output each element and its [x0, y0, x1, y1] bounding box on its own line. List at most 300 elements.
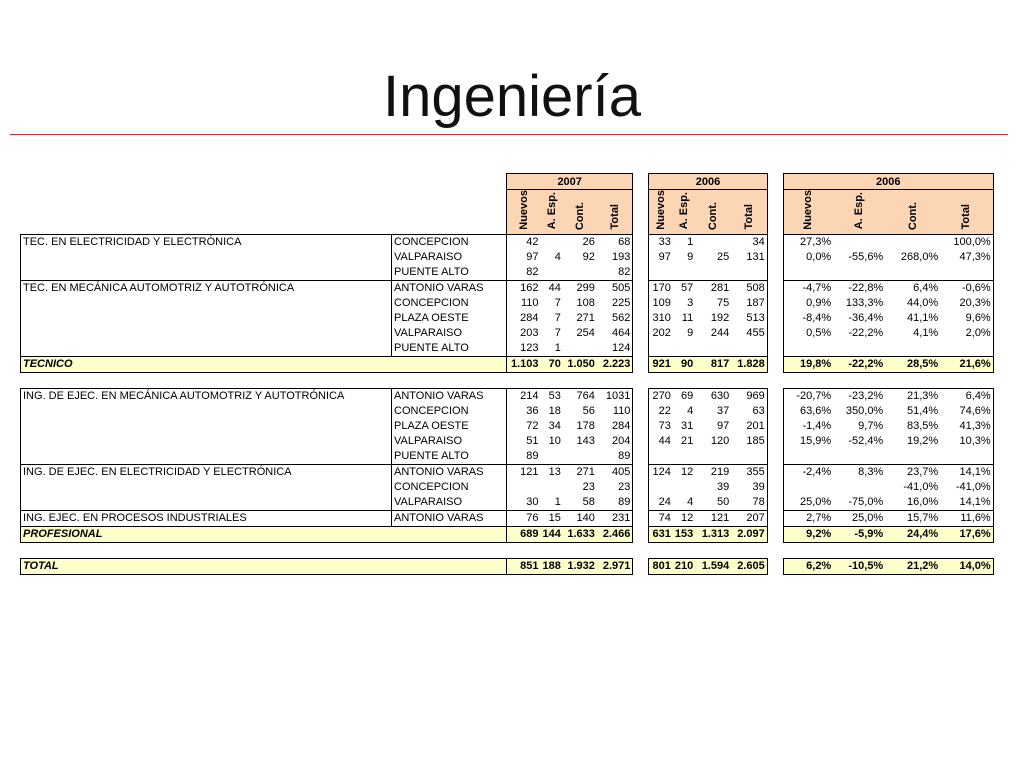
y2007-value: 284	[597, 419, 633, 434]
career-cell: TEC. EN ELECTRICIDAD Y ELECTRÓNICA	[21, 234, 392, 250]
y2007-value: 23	[597, 480, 633, 495]
table-row	[21, 234, 994, 250]
profesional-subtotal-row-value: 1.313	[695, 526, 731, 542]
campus-cell: ANTONIO VARAS	[392, 464, 507, 480]
year-header-variation: 2006	[783, 174, 993, 190]
career-cell	[21, 404, 392, 419]
col-header: Cont.	[906, 201, 919, 230]
page-title: Ingeniería	[383, 64, 641, 129]
var-value: 41,1%	[907, 312, 939, 325]
spacer-cell	[767, 404, 783, 419]
y2007-value: 36	[507, 404, 541, 419]
y2006-value: 31	[680, 420, 694, 433]
table-row	[21, 388, 994, 404]
var-value: -52,4%	[848, 435, 884, 448]
career-cell	[21, 250, 392, 265]
career-cell	[21, 495, 392, 511]
var-value: 350,0%	[845, 405, 884, 418]
y2007-value	[541, 449, 563, 465]
y2006-value	[673, 449, 695, 465]
y2006-value	[649, 449, 673, 465]
tecnico-subtotal-row-value: 28,5%	[885, 356, 940, 372]
y2006-value	[695, 341, 731, 357]
campus-cell: CONCEPCION	[392, 480, 507, 495]
y2007-value: 121	[507, 464, 541, 480]
var-value: -75,0%	[848, 496, 884, 509]
var-value	[885, 234, 940, 250]
y2007-value: 271	[563, 464, 597, 480]
spacer-cell	[633, 449, 649, 465]
spacer-cell	[633, 250, 649, 265]
total-row-value: 1.932	[563, 558, 597, 574]
var-value: 74,6%	[940, 404, 993, 419]
y2007-value: 7	[554, 312, 561, 325]
y2007-value: 162	[507, 280, 541, 296]
profesional-subtotal-row-value: 1.633	[563, 526, 597, 542]
y2007-value: 225	[597, 296, 633, 311]
profesional-subtotal-row-value: 144	[542, 528, 561, 541]
total-row-value: 2.605	[731, 558, 767, 574]
y2007-value: 15	[541, 510, 563, 526]
spacer-cell	[767, 341, 783, 357]
y2006-value	[673, 480, 695, 495]
profesional-subtotal-row	[21, 526, 994, 542]
y2007-value: 42	[507, 234, 541, 250]
y2006-value	[731, 449, 767, 465]
spacer-cell	[767, 510, 783, 526]
tecnico-subtotal-row-value: 1.828	[731, 356, 767, 372]
spacer-cell	[767, 434, 783, 449]
y2007-value: 26	[563, 234, 597, 250]
y2006-value: 57	[673, 280, 695, 296]
y2007-value: 108	[576, 297, 595, 310]
y2007-value: 1	[554, 496, 561, 509]
var-value: 25,0%	[833, 510, 885, 526]
col-header: Cont.	[707, 201, 720, 230]
var-value: 44,0%	[907, 297, 939, 310]
y2006-value: 508	[731, 280, 767, 296]
table-row	[21, 510, 994, 526]
y2007-value: 140	[563, 510, 597, 526]
var-value: 8,3%	[833, 464, 885, 480]
spacer-cell	[633, 419, 649, 434]
y2006-value: 39	[731, 480, 767, 495]
spacer-cell	[633, 234, 649, 250]
spacer-cell	[767, 280, 783, 296]
tecnico-subtotal-row-value: -22,2%	[833, 356, 885, 372]
total-row-value: 210	[674, 560, 694, 573]
year-header-2007: 2007	[507, 174, 633, 190]
var-value	[833, 341, 885, 357]
var-value	[940, 265, 993, 281]
y2006-value: 185	[731, 434, 767, 449]
var-value	[833, 449, 885, 465]
spacer-cell	[21, 372, 994, 388]
y2006-value: 969	[731, 388, 767, 404]
y2007-value: 110	[507, 296, 541, 311]
career-cell: ING. DE EJEC. EN MECÁNICA AUTOMOTRIZ Y AUTOTRÓNICA	[21, 388, 392, 404]
spacer-cell	[767, 558, 783, 574]
profesional-subtotal-row-label: PROFESIONAL	[21, 526, 507, 542]
campus-cell: VALPARAISO	[392, 326, 507, 341]
table-row	[21, 404, 994, 419]
tecnico-subtotal-row	[21, 356, 994, 372]
var-value: 2,0%	[940, 326, 993, 341]
spacer-cell	[767, 464, 783, 480]
y2007-value: 764	[563, 388, 597, 404]
spacer-row	[21, 372, 994, 388]
y2007-value: 13	[541, 464, 563, 480]
var-value: 41,3%	[940, 419, 993, 434]
tecnico-subtotal-row-value: 1.103	[507, 356, 541, 372]
y2006-value: 33	[649, 234, 673, 250]
y2006-value: 34	[731, 234, 767, 250]
table-row	[21, 265, 994, 281]
col-header: A. Esp.	[545, 192, 558, 230]
y2007-value: 110	[597, 404, 633, 419]
col-header: Cont.	[573, 201, 586, 230]
y2007-value: 72	[507, 419, 541, 434]
y2006-value: 244	[710, 327, 730, 340]
career-cell	[21, 341, 392, 357]
total-row-value: 14,0%	[940, 558, 993, 574]
y2006-value: 4	[687, 496, 694, 509]
var-value: -20,7%	[783, 388, 833, 404]
spacer-cell	[767, 480, 783, 495]
table-row	[21, 341, 994, 357]
table-row	[21, 480, 994, 495]
y2007-value: 299	[563, 280, 597, 296]
y2006-value: 44	[649, 434, 673, 449]
var-value	[783, 341, 833, 357]
var-value: 10,3%	[940, 434, 993, 449]
enrollment-table	[20, 173, 994, 575]
table-row	[21, 250, 994, 265]
y2007-value: 89	[597, 449, 633, 465]
campus-cell: VALPARAISO	[392, 250, 507, 265]
y2006-value: 39	[716, 481, 730, 494]
var-value: 19,2%	[907, 435, 939, 448]
y2006-value: 50	[716, 496, 730, 509]
career-cell	[21, 480, 392, 495]
var-value: 0,5%	[783, 326, 833, 341]
y2006-value	[731, 341, 767, 357]
career-cell	[21, 265, 392, 281]
profesional-subtotal-row-value: 631	[649, 526, 673, 542]
y2007-value: 10	[548, 435, 561, 448]
career-cell	[21, 434, 392, 449]
table-row	[21, 311, 994, 326]
var-value	[833, 480, 885, 495]
y2007-value: 89	[507, 449, 541, 465]
y2007-value: 405	[597, 464, 633, 480]
profesional-subtotal-row-value: 153	[674, 528, 694, 541]
profesional-subtotal-row-value: 2.466	[597, 526, 633, 542]
y2007-value: 193	[597, 250, 633, 265]
y2007-value	[541, 234, 563, 250]
spacer-cell	[633, 296, 649, 311]
spacer-cell	[633, 265, 649, 281]
y2006-value: 12	[673, 510, 695, 526]
y2007-value	[541, 480, 563, 495]
career-cell: TEC. EN MECÁNICA AUTOMOTRIZ Y AUTOTRÓNICA	[21, 280, 392, 296]
campus-cell: PLAZA OESTE	[392, 311, 507, 326]
var-value	[833, 265, 885, 281]
spacer-cell	[633, 388, 649, 404]
y2006-value: 219	[695, 464, 731, 480]
y2007-value: 56	[582, 405, 595, 418]
var-value: -1,4%	[783, 419, 833, 434]
y2006-value: 270	[649, 388, 673, 404]
profesional-subtotal-row-value: 2.097	[731, 526, 767, 542]
var-value: 20,3%	[940, 296, 993, 311]
y2006-value: 73	[649, 419, 673, 434]
var-value: -41,0%	[903, 481, 939, 494]
y2007-value: 76	[507, 510, 541, 526]
total-row-value: 2.971	[597, 558, 633, 574]
tecnico-subtotal-row-value: 70	[541, 356, 563, 372]
y2006-value	[649, 265, 673, 281]
var-value: 14,1%	[940, 464, 993, 480]
y2007-value: 284	[507, 311, 541, 326]
year-header-2006: 2006	[649, 174, 767, 190]
career-cell: ING. DE EJEC. EN ELECTRICIDAD Y ELECTRÓNICA	[21, 464, 392, 480]
spacer-row	[21, 542, 994, 558]
y2007-value: 58	[582, 496, 595, 509]
y2006-value: 12	[673, 464, 695, 480]
campus-cell: CONCEPCION	[392, 296, 507, 311]
y2006-value: 513	[731, 311, 767, 326]
var-value	[783, 449, 833, 465]
y2006-value: 310	[649, 311, 673, 326]
spacer-cell	[633, 510, 649, 526]
spacer-cell	[21, 542, 994, 558]
col-header: Nuevos	[802, 190, 815, 230]
table-row	[21, 419, 994, 434]
y2007-value: 82	[507, 265, 541, 281]
table-row	[21, 280, 994, 296]
var-value: -0,6%	[940, 280, 993, 296]
table-row	[21, 296, 994, 311]
y2007-value: 18	[548, 405, 561, 418]
spacer-cell	[767, 449, 783, 465]
y2006-value: 37	[716, 405, 730, 418]
spacer-cell	[633, 311, 649, 326]
career-cell	[21, 419, 392, 434]
var-value: 51,4%	[907, 405, 939, 418]
profesional-subtotal-row-value: -5,9%	[833, 526, 885, 542]
var-value: -23,2%	[833, 388, 885, 404]
y2007-value: 30	[507, 495, 541, 511]
career-cell: ING. EJEC. EN PROCESOS INDUSTRIALES	[21, 510, 392, 526]
spacer-cell	[767, 526, 783, 542]
y2007-value: 505	[597, 280, 633, 296]
y2006-value	[695, 234, 731, 250]
var-value: -36,4%	[848, 312, 884, 325]
profesional-subtotal-row-value: 17,6%	[940, 526, 993, 542]
y2007-value: 44	[541, 280, 563, 296]
spacer-cell	[633, 464, 649, 480]
var-value: 16,0%	[907, 496, 939, 509]
col-header: A. Esp.	[678, 192, 691, 230]
spacer-cell	[767, 265, 783, 281]
var-value: 100,0%	[940, 234, 993, 250]
var-value	[833, 234, 885, 250]
column-header-row	[21, 190, 994, 235]
y2007-value: 254	[576, 327, 595, 340]
var-value	[940, 449, 993, 465]
spacer-cell	[633, 280, 649, 296]
tecnico-subtotal-row-value: 2.223	[597, 356, 633, 372]
col-header: Nuevos	[517, 190, 530, 230]
y2007-value: 82	[597, 265, 633, 281]
y2006-value: 131	[731, 250, 767, 265]
spacer-cell	[767, 419, 783, 434]
spacer-cell	[767, 356, 783, 372]
y2006-value: 9	[687, 327, 694, 340]
campus-cell: PUENTE ALTO	[392, 341, 507, 357]
var-value: -2,4%	[783, 464, 833, 480]
y2007-value	[563, 341, 597, 357]
y2006-value: 192	[710, 312, 730, 325]
var-value: -8,4%	[783, 311, 833, 326]
campus-cell: ANTONIO VARAS	[392, 510, 507, 526]
y2006-value: 25	[716, 251, 730, 264]
table-row	[21, 326, 994, 341]
var-value: 2,7%	[783, 510, 833, 526]
spacer-cell	[633, 404, 649, 419]
y2007-value: 124	[597, 341, 633, 357]
var-value: 27,3%	[783, 234, 833, 250]
y2007-value: 271	[576, 312, 595, 325]
var-value: 83,5%	[907, 420, 939, 433]
var-value: -41,0%	[940, 480, 993, 495]
y2007-value: 1031	[597, 388, 633, 404]
var-value: 14,1%	[940, 495, 993, 511]
var-value: 4,1%	[913, 327, 939, 340]
col-header: Total	[608, 204, 621, 230]
profesional-subtotal-row-value: 24,4%	[885, 526, 940, 542]
y2007-value: 214	[507, 388, 541, 404]
tecnico-subtotal-row-value: 1.050	[563, 356, 597, 372]
total-row-value: 1.594	[695, 558, 731, 574]
y2006-value: 121	[695, 510, 731, 526]
total-row-value: 801	[649, 558, 673, 574]
var-value: 25,0%	[783, 495, 833, 511]
y2006-value: 355	[731, 464, 767, 480]
y2006-value: 11	[681, 312, 694, 325]
y2006-value: 3	[687, 297, 694, 310]
campus-cell: ANTONIO VARAS	[392, 280, 507, 296]
total-row-value: 188	[542, 560, 561, 573]
total-row	[21, 558, 994, 574]
y2006-value	[695, 449, 731, 465]
campus-cell: PUENTE ALTO	[392, 265, 507, 281]
spacer-cell	[767, 326, 783, 341]
y2006-value	[649, 480, 673, 495]
y2007-value	[541, 265, 563, 281]
tecnico-subtotal-row-value: 21,6%	[940, 356, 993, 372]
y2007-value: 89	[597, 495, 633, 511]
spacer-cell	[767, 250, 783, 265]
var-value: 133,3%	[845, 297, 884, 310]
y2007-value	[507, 480, 541, 495]
spacer-cell	[633, 341, 649, 357]
col-header: Total	[742, 204, 755, 230]
var-value	[783, 480, 833, 495]
col-header: Nuevos	[655, 190, 668, 230]
tecnico-subtotal-row-label: TECNICO	[21, 356, 507, 372]
spacer-cell	[633, 480, 649, 495]
profesional-subtotal-row-value: 689	[507, 526, 541, 542]
y2007-value: 178	[576, 420, 595, 433]
y2007-value: 1	[554, 342, 561, 355]
var-value	[885, 449, 940, 465]
title-divider	[10, 134, 1008, 135]
y2007-value	[563, 265, 597, 281]
y2006-value: 281	[695, 280, 731, 296]
y2006-value: 170	[649, 280, 673, 296]
y2006-value: 97	[716, 420, 730, 433]
y2007-value: 204	[597, 434, 633, 449]
campus-cell: VALPARAISO	[392, 495, 507, 511]
col-header: Total	[960, 204, 973, 230]
y2007-value: 231	[597, 510, 633, 526]
var-value: 15,7%	[885, 510, 940, 526]
y2007-value: 34	[548, 420, 561, 433]
var-value: -22,8%	[833, 280, 885, 296]
y2006-value	[731, 265, 767, 281]
y2006-value: 187	[731, 296, 767, 311]
y2006-value: 4	[687, 405, 694, 418]
career-cell	[21, 449, 392, 465]
y2006-value: 630	[695, 388, 731, 404]
spacer-cell	[767, 296, 783, 311]
var-value	[783, 265, 833, 281]
y2006-value: 24	[649, 495, 673, 511]
y2006-value: 9	[687, 251, 694, 264]
var-value: -4,7%	[783, 280, 833, 296]
spacer-cell	[633, 526, 649, 542]
y2006-value	[673, 341, 695, 357]
campus-cell: PUENTE ALTO	[392, 449, 507, 465]
y2006-value: 75	[716, 297, 730, 310]
profesional-subtotal-row-value: 9,2%	[783, 526, 833, 542]
y2006-value: 202	[649, 326, 673, 341]
table-row	[21, 464, 994, 480]
y2006-value: 124	[649, 464, 673, 480]
spacer-cell	[767, 388, 783, 404]
var-value	[940, 341, 993, 357]
y2007-value: 23	[582, 481, 595, 494]
y2007-value: 464	[597, 326, 633, 341]
campus-cell: PLAZA OESTE	[392, 419, 507, 434]
spacer-cell	[633, 326, 649, 341]
tecnico-subtotal-row-value: 19,8%	[783, 356, 833, 372]
var-value: 6,4%	[885, 280, 940, 296]
spacer-cell	[767, 234, 783, 250]
var-value: 268,0%	[900, 251, 939, 264]
y2006-value: 455	[731, 326, 767, 341]
total-row-value: -10,5%	[833, 558, 885, 574]
y2006-value: 109	[649, 296, 673, 311]
y2006-value	[695, 265, 731, 281]
col-header: A. Esp.	[853, 192, 866, 230]
spacer-cell	[767, 495, 783, 511]
y2007-value: 68	[597, 234, 633, 250]
y2007-value: 53	[541, 388, 563, 404]
y2006-value	[673, 265, 695, 281]
